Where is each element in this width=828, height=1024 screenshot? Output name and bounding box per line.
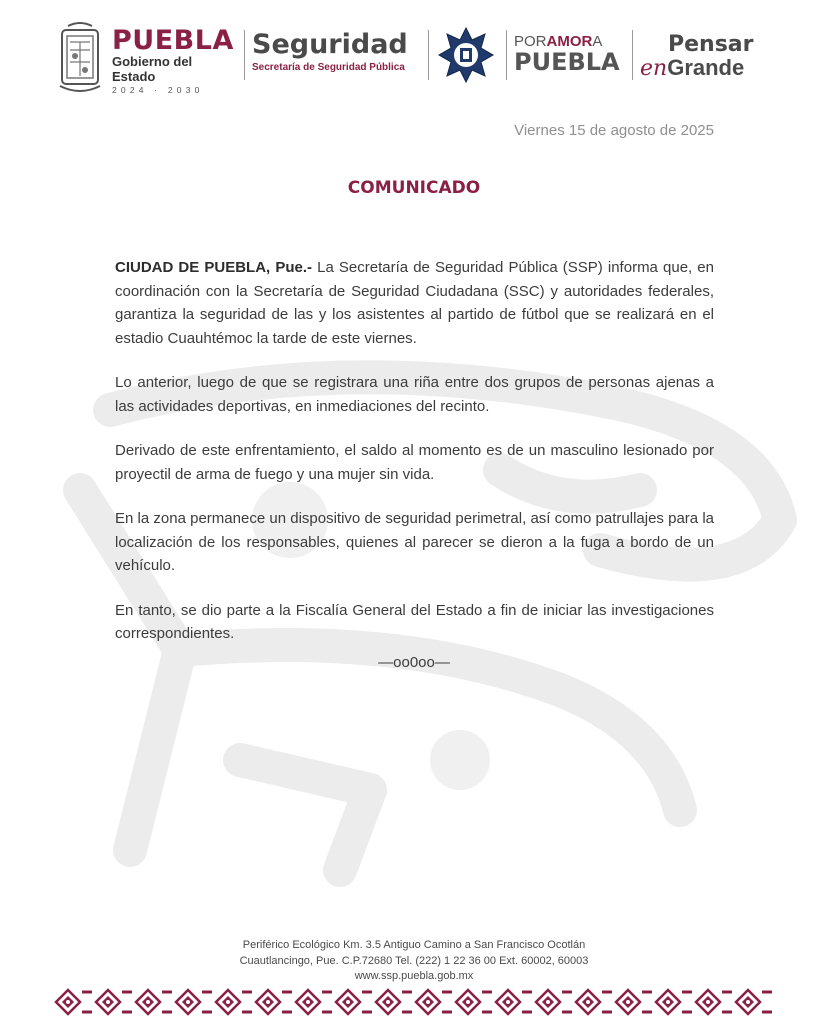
document-heading: COMUNICADO <box>347 178 481 198</box>
campaign-word-en: en <box>640 56 668 81</box>
campaign-word-1: Pensar <box>668 32 754 57</box>
divider <box>506 30 507 80</box>
slogan-amor: AMOR <box>546 33 593 50</box>
document-date: Viernes 15 de agosto de 2025 <box>514 122 714 139</box>
divider <box>632 30 633 80</box>
divider <box>244 30 245 80</box>
paragraph-4: En la zona permanece un dispositivo de seguridad perimetral, así como patrullajes para la localización de los responsables, quienes al parecer se dieron a la fuga a bordo de un vehículo. <box>115 510 714 574</box>
slogan-puebla: PUEBLA <box>514 48 620 76</box>
footer-address <box>0 938 828 985</box>
slogan-a: A <box>592 33 603 50</box>
footer-website[interactable]: www.ssp.puebla.gob.mx <box>354 970 474 982</box>
paragraph-2: Lo anterior, luego de que se registrara una riña entre dos grupos de personas ajenas a las actividades deportivas, en inmediaciones del recinto. <box>115 374 714 415</box>
state-years: 2024 · 2030 <box>112 85 204 95</box>
paragraph-1-text: La Secretaría de Seguridad Pública (SSP) informa que, en coordinación con la Secretaría de Seguridad Ciudadana (SSC) y autoridades federales, garantiza la seguridad de las y los asistentes al partido de fútbol que se realizará en el estadio Cuauhtémoc la tarde de este viernes. <box>115 259 714 347</box>
paragraph-1 <box>115 256 714 350</box>
document-body <box>115 256 714 667</box>
letterhead <box>0 0 828 108</box>
divider <box>428 30 429 80</box>
agency-logo <box>252 30 422 73</box>
footer-line-1: Periférico Ecológico Km. 3.5 Antiguo Camino a San Francisco Ocotlán <box>242 939 586 951</box>
police-star-badge-icon <box>437 26 495 84</box>
state-subtitle: Gobierno del Estado <box>112 54 193 84</box>
closing-mark: —oo0oo— <box>378 654 450 671</box>
talavera-pattern <box>50 984 778 1024</box>
state-name: PUEBLA <box>112 25 234 56</box>
slogan-logo <box>514 34 626 74</box>
state-crest-icon <box>56 20 104 96</box>
dateline: CIUDAD DE PUEBLA, Pue.- <box>115 259 312 276</box>
campaign-logo <box>640 34 780 81</box>
footer-line-2: Cuautlancingo, Pue. C.P.72680 Tel. (222) 1 22 36 00 Ext. 60002, 60003 <box>239 954 589 967</box>
campaign-word-2: Grande <box>667 55 745 80</box>
paragraph-5: En tanto, se dio parte a la Fiscalía General del Estado a fin de iniciar las investigaciones correspondientes. <box>115 601 714 642</box>
state-logo <box>112 25 238 95</box>
agency-subtitle: Secretaría de Seguridad Pública <box>252 62 405 73</box>
paragraph-3: Derivado de este enfrentamiento, el saldo al momento es de un masculino lesionado por proyectil de arma de fuego y una mujer sin vida. <box>115 442 714 483</box>
slogan-por: POR <box>514 33 547 50</box>
agency-name: Seguridad <box>252 29 408 60</box>
